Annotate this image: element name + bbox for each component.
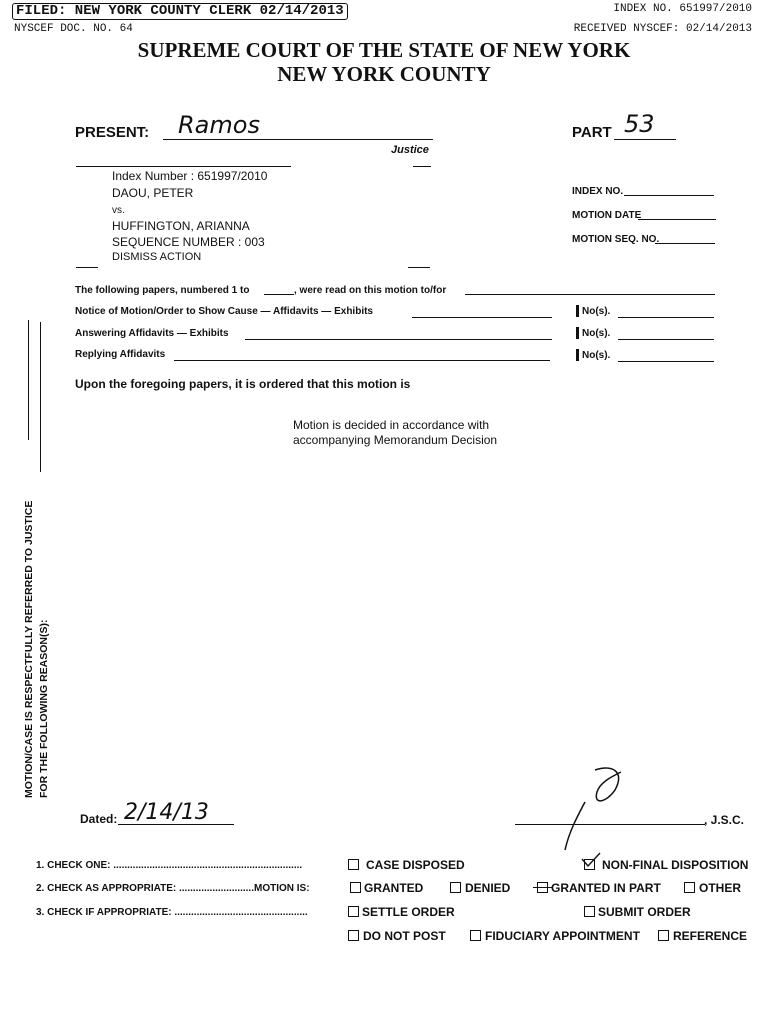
index-no-field-label: INDEX NO. bbox=[572, 186, 624, 197]
answering-affidavits-label: Answering Affidavits — Exhibits bbox=[75, 328, 229, 339]
reference-label: REFERENCE bbox=[673, 929, 748, 943]
granted-in-part-label: GRANTED IN PART bbox=[551, 881, 661, 895]
nos-label-2: No(s). bbox=[582, 328, 611, 339]
sequence-number: SEQUENCE NUMBER : 003 bbox=[112, 235, 265, 249]
submit-order-checkbox[interactable] bbox=[584, 906, 595, 917]
decision-line-2: accompanying Memorandum Decision bbox=[293, 433, 498, 447]
check-as-appropriate-label: 2. CHECK AS APPROPRIATE: ...........................MOTION IS: bbox=[36, 883, 310, 894]
county-title: NEW YORK COUNTY bbox=[277, 62, 491, 86]
do-not-post-label: DO NOT POST bbox=[363, 929, 446, 943]
submit-order-label: SUBMIT ORDER bbox=[598, 905, 691, 919]
jsc-label: , J.S.C. bbox=[704, 813, 745, 827]
doc-no-stamp: NYSCEF DOC. NO. 64 bbox=[14, 23, 133, 35]
do-not-post-checkbox[interactable] bbox=[348, 930, 359, 941]
motion-seq-field-label: MOTION SEQ. NO. bbox=[572, 234, 660, 245]
check-if-appropriate-label: 3. CHECK IF APPROPRIATE: ................................................ bbox=[36, 907, 308, 918]
following-reasons-label: FOR THE FOLLOWING REASON(S): bbox=[38, 619, 50, 798]
index-number: Index Number : 651997/2010 bbox=[112, 169, 268, 183]
granted-checkbox[interactable] bbox=[350, 882, 361, 893]
received-stamp: RECEIVED NYSCEF: 02/14/2013 bbox=[573, 23, 752, 35]
dated-handwritten: 2/14/13 bbox=[124, 800, 209, 825]
granted-label: GRANTED bbox=[364, 881, 424, 895]
part-number-handwritten: 53 bbox=[624, 110, 655, 138]
non-final-disposition-label: NON-FINAL DISPOSITION bbox=[602, 858, 749, 872]
index-no-stamp: INDEX NO. 651997/2010 bbox=[613, 3, 752, 15]
filed-stamp: FILED: NEW YORK COUNTY CLERK 02/14/2013 bbox=[12, 3, 348, 20]
denied-checkbox[interactable] bbox=[450, 882, 461, 893]
replying-affidavits-label: Replying Affidavits bbox=[75, 349, 166, 360]
plaintiff-name: DAOU, PETER bbox=[112, 186, 194, 200]
other-checkbox[interactable] bbox=[684, 882, 695, 893]
following-papers-suffix: , were read on this motion to/for bbox=[294, 285, 447, 296]
part-label: PART bbox=[572, 124, 612, 141]
justice-label: Justice bbox=[391, 144, 429, 156]
settle-order-label: SETTLE ORDER bbox=[362, 905, 455, 919]
order-statement: Upon the foregoing papers, it is ordered that this motion is bbox=[75, 377, 411, 391]
check-one-label: 1. CHECK ONE: .................................................................... bbox=[36, 860, 303, 871]
settle-order-checkbox[interactable] bbox=[348, 906, 359, 917]
dated-label: Dated: bbox=[80, 812, 118, 826]
judge-signature bbox=[555, 762, 635, 852]
decision-line-1: Motion is decided in accordance with bbox=[293, 418, 490, 432]
fiduciary-appointment-label: FIDUCIARY APPOINTMENT bbox=[485, 929, 640, 943]
notice-of-motion-label: Notice of Motion/Order to Show Cause — Affidavits — Exhibits bbox=[75, 306, 373, 317]
action-type: DISMISS ACTION bbox=[112, 251, 202, 263]
motion-date-field-label: MOTION DATE bbox=[572, 210, 642, 221]
fiduciary-appointment-checkbox[interactable] bbox=[470, 930, 481, 941]
other-label: OTHER bbox=[699, 881, 741, 895]
case-disposed-checkbox[interactable] bbox=[348, 859, 359, 870]
referred-to-justice-label: MOTION/CASE IS RESPECTFULLY REFERRED TO JUSTICE bbox=[23, 500, 35, 798]
versus-label: vs. bbox=[112, 205, 125, 216]
case-disposed-label: CASE DISPOSED bbox=[366, 858, 465, 872]
defendant-name: HUFFINGTON, ARIANNA bbox=[112, 219, 250, 233]
reference-checkbox[interactable] bbox=[658, 930, 669, 941]
present-label: PRESENT: bbox=[75, 124, 150, 141]
justice-name-handwritten: Ramos bbox=[178, 111, 260, 139]
denied-label: DENIED bbox=[465, 881, 511, 895]
nos-label-1: No(s). bbox=[582, 306, 611, 317]
court-title: SUPREME COURT OF THE STATE OF NEW YORK bbox=[137, 38, 631, 62]
nos-label-3: No(s). bbox=[582, 350, 611, 361]
following-papers-prefix: The following papers, numbered 1 to bbox=[75, 285, 250, 296]
